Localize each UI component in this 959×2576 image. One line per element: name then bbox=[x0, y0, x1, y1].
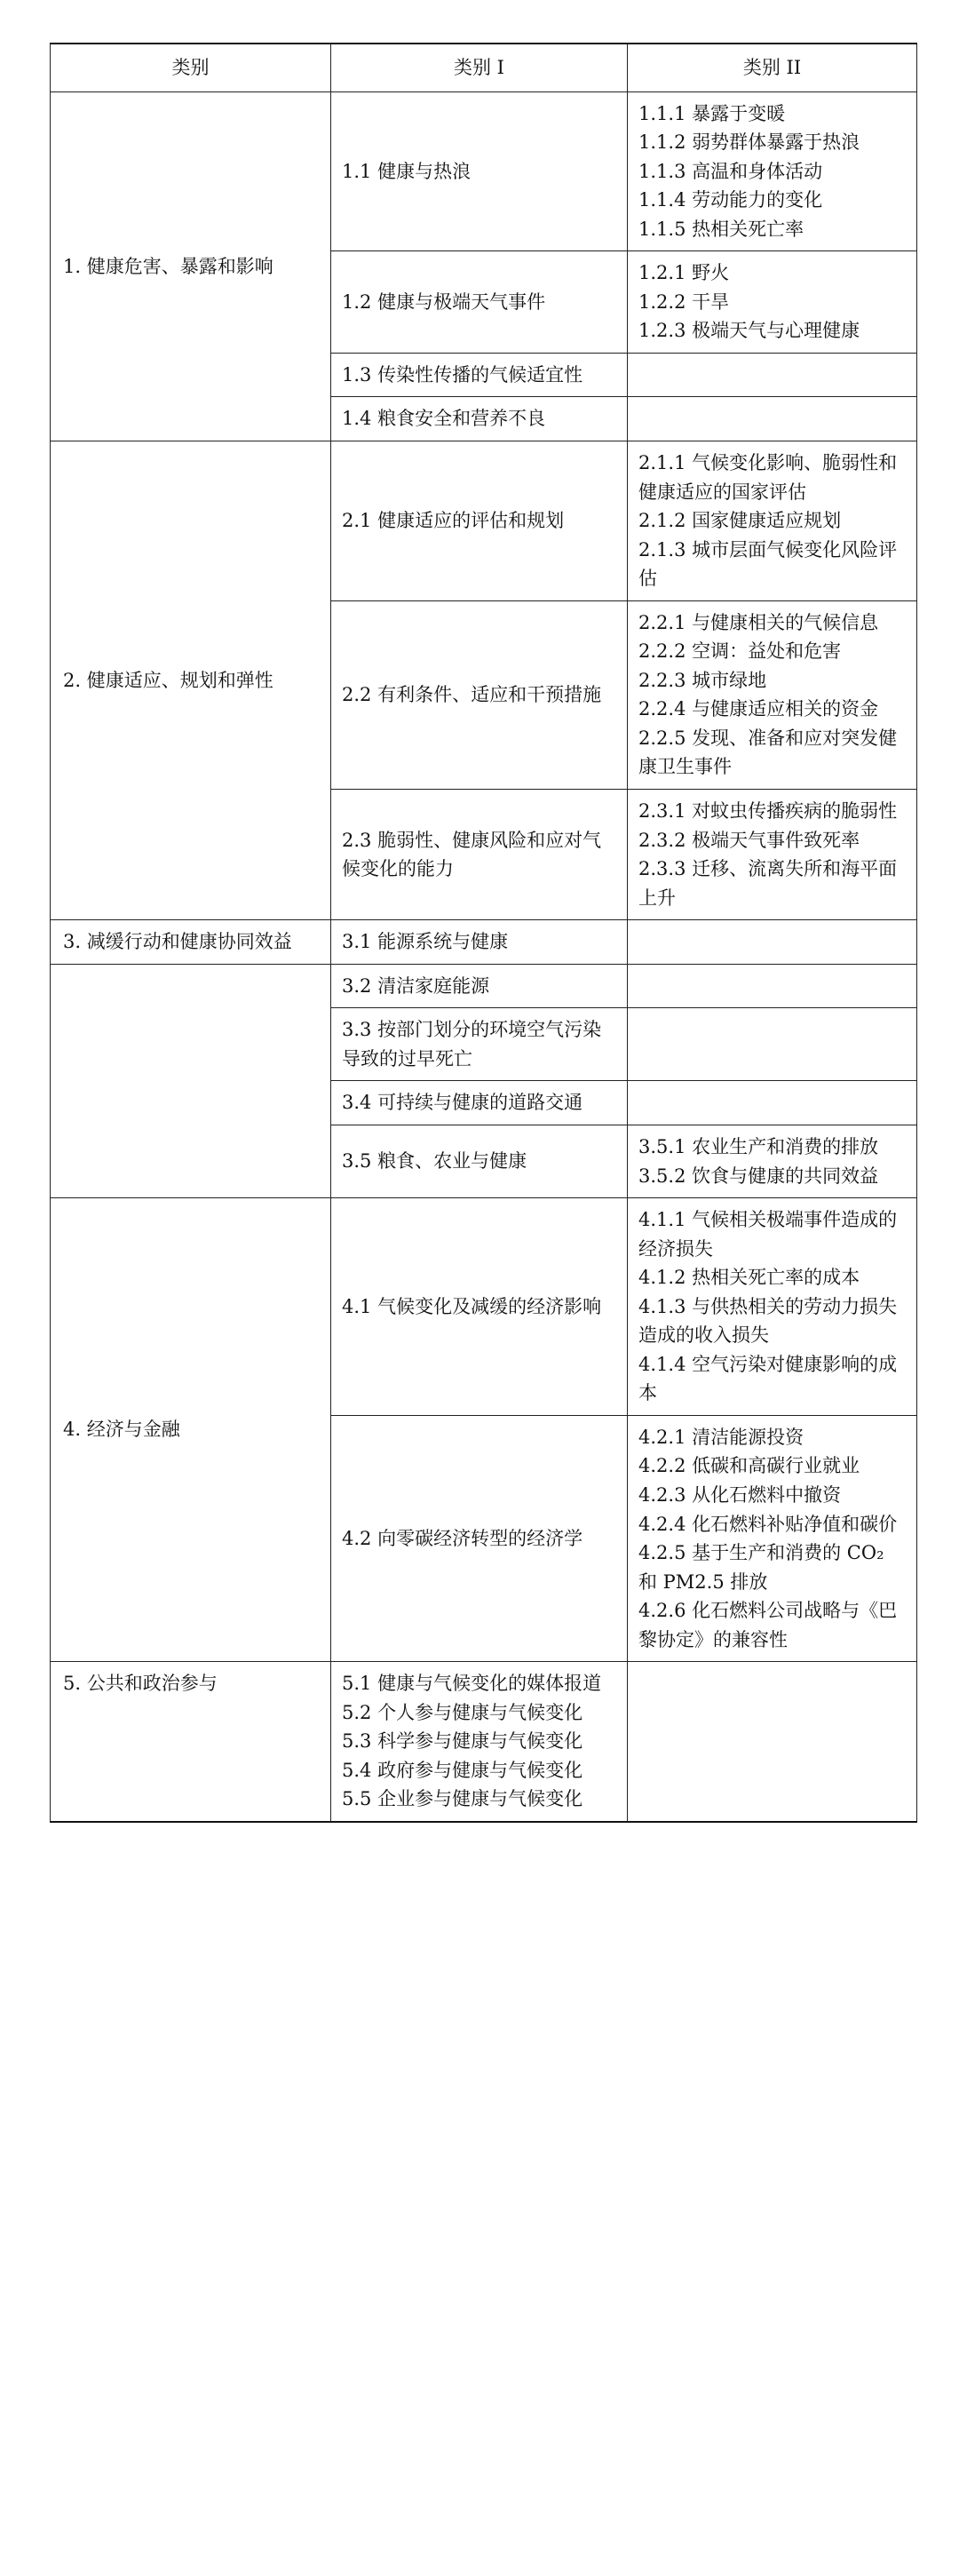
subcategory-cell: 3.3 按部门划分的环境空气污染导致的过早死亡 bbox=[331, 1008, 628, 1081]
item-label: 1.1.2 弱势群体暴露于热浪 bbox=[638, 131, 860, 154]
item-label: 1.2.2 干旱 bbox=[638, 290, 730, 313]
subcategory-cell: 3.2 清洁家庭能源 bbox=[331, 964, 628, 1008]
item-label: 1.2.3 极端天气与心理健康 bbox=[638, 320, 860, 342]
item-cell bbox=[628, 397, 917, 441]
item-cell bbox=[628, 353, 917, 397]
item-label: 4.1.3 与供热相关的劳动力损失造成的收入损失 bbox=[638, 1295, 898, 1347]
item-cell bbox=[628, 1008, 917, 1081]
item-label: 2.1.2 国家健康适应规划 bbox=[638, 510, 842, 532]
item-cell bbox=[628, 1081, 917, 1125]
subcategory-cell: 2.2 有利条件、适应和干预措施 bbox=[331, 600, 628, 789]
table-body bbox=[51, 91, 917, 1822]
subcategory-cell bbox=[331, 1662, 628, 1822]
item-cell bbox=[628, 1198, 917, 1416]
item-label: 2.3.2 极端天气事件致死率 bbox=[638, 829, 860, 851]
item-label: 2.2.4 与健康适应相关的资金 bbox=[638, 698, 879, 720]
subcategory-cell: 3.5 粮食、农业与健康 bbox=[331, 1125, 628, 1197]
item-label: 2.3.3 迁移、流离失所和海平面上升 bbox=[638, 858, 898, 909]
item-label: 4.2.6 化石燃料公司战略与《巴黎协定》的兼容性 bbox=[638, 1600, 898, 1650]
item-cell bbox=[628, 251, 917, 354]
item-label: 4.2.3 从化石燃料中撤资 bbox=[638, 1483, 842, 1506]
header-category: 类别 bbox=[51, 44, 331, 91]
item-cell bbox=[628, 600, 917, 789]
item-cell bbox=[628, 790, 917, 920]
item-label: 2.2.2 空调：益处和危害 bbox=[638, 640, 842, 663]
subcategory-cell: 1.2 健康与极端天气事件 bbox=[331, 251, 628, 354]
item-label: 2.2.1 与健康相关的气候信息 bbox=[638, 611, 879, 633]
item-label: 1.1.1 暴露于变暖 bbox=[638, 102, 786, 124]
item-label: 4.1.1 气候相关极端事件造成的经济损失 bbox=[638, 1209, 898, 1260]
item-cell bbox=[628, 1662, 917, 1822]
table-row bbox=[51, 964, 917, 1008]
subcategory-label: 5.1 健康与气候变化的媒体报道 bbox=[342, 1673, 602, 1695]
header-category-2: 类别 II bbox=[628, 44, 917, 91]
subcategory-cell: 1.1 健康与热浪 bbox=[331, 91, 628, 251]
item-cell bbox=[628, 1415, 917, 1661]
item-label: 1.1.4 劳动能力的变化 bbox=[638, 189, 823, 211]
item-cell bbox=[628, 920, 917, 965]
item-label: 4.2.2 低碳和高碳行业就业 bbox=[638, 1455, 860, 1477]
subcategory-cell: 4.1 气候变化及减缓的经济影响 bbox=[331, 1198, 628, 1416]
subcategory-cell: 2.1 健康适应的评估和规划 bbox=[331, 441, 628, 601]
subcategory-cell: 1.3 传染性传播的气候适宜性 bbox=[331, 353, 628, 397]
subcategory-cell: 2.3 脆弱性、健康风险和应对气候变化的能力 bbox=[331, 790, 628, 920]
item-cell bbox=[628, 91, 917, 251]
item-label: 2.2.3 城市绿地 bbox=[638, 669, 767, 691]
item-label: 4.1.2 热相关死亡率的成本 bbox=[638, 1267, 860, 1289]
item-label: 2.1.3 城市层面气候变化风险评估 bbox=[638, 538, 898, 590]
subcategory-cell: 1.4 粮食安全和营养不良 bbox=[331, 397, 628, 441]
table-row bbox=[51, 1198, 917, 1416]
item-label: 1.2.1 野火 bbox=[638, 262, 730, 284]
item-label: 3.5.1 农业生产和消费的排放 bbox=[638, 1135, 879, 1157]
subcategory-cell: 3.4 可持续与健康的道路交通 bbox=[331, 1081, 628, 1125]
item-label: 2.1.1 气候变化影响、脆弱性和健康适应的国家评估 bbox=[638, 452, 898, 503]
subcategory-cell: 4.2 向零碳经济转型的经济学 bbox=[331, 1415, 628, 1661]
subcategory-label: 5.5 企业参与健康与气候变化 bbox=[342, 1788, 583, 1810]
subcategory-label: 5.3 科学参与健康与气候变化 bbox=[342, 1730, 583, 1753]
category-cell: 2. 健康适应、规划和弹性 bbox=[51, 441, 331, 920]
subcategory-cell: 3.1 能源系统与健康 bbox=[331, 920, 628, 965]
table-row bbox=[51, 91, 917, 251]
subcategory-label: 5.4 政府参与健康与气候变化 bbox=[342, 1759, 583, 1781]
subcategory-label: 5.2 个人参与健康与气候变化 bbox=[342, 1701, 583, 1723]
category-cell bbox=[51, 964, 331, 1197]
item-cell bbox=[628, 441, 917, 601]
item-label: 4.2.4 化石燃料补贴净值和碳价 bbox=[638, 1513, 898, 1535]
item-label: 4.2.5 基于生产和消费的 CO₂ 和 PM2.5 排放 bbox=[638, 1542, 884, 1593]
item-label: 4.1.4 空气污染对健康影响的成本 bbox=[638, 1353, 898, 1404]
classification-table bbox=[50, 43, 917, 1823]
item-label: 2.2.5 发现、准备和应对突发健康卫生事件 bbox=[638, 727, 898, 778]
category-cell: 5. 公共和政治参与 bbox=[51, 1662, 331, 1822]
item-label: 3.5.2 饮食与健康的共同效益 bbox=[638, 1165, 879, 1187]
item-cell bbox=[628, 964, 917, 1008]
item-label: 1.1.3 高温和身体活动 bbox=[638, 160, 823, 182]
table-row bbox=[51, 441, 917, 601]
table-row bbox=[51, 1662, 917, 1822]
category-cell: 4. 经济与金融 bbox=[51, 1198, 331, 1662]
item-label: 4.2.1 清洁能源投资 bbox=[638, 1426, 804, 1448]
item-label: 1.1.5 热相关死亡率 bbox=[638, 218, 804, 240]
table-header-row bbox=[51, 44, 917, 91]
item-label: 2.3.1 对蚊虫传播疾病的脆弱性 bbox=[638, 800, 898, 823]
item-cell bbox=[628, 1125, 917, 1197]
category-cell: 3. 减缓行动和健康协同效益 bbox=[51, 920, 331, 965]
header-category-1: 类别 I bbox=[331, 44, 628, 91]
category-cell: 1. 健康危害、暴露和影响 bbox=[51, 91, 331, 441]
document-page bbox=[50, 43, 916, 1823]
table-row bbox=[51, 920, 917, 965]
